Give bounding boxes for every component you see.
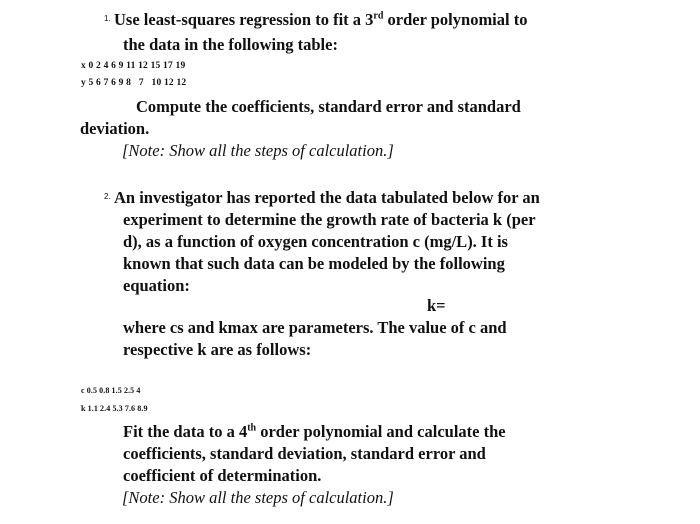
q2-line-3: known that such data can be modeled by the following <box>123 254 505 273</box>
q1-line2: the data in the following table: <box>123 35 338 54</box>
q2-table-c-row: c 0.5 0.8 1.5 2.5 4 <box>81 386 141 395</box>
q2-line-4: equation: <box>123 276 190 295</box>
q2-fit-line1-a: Fit the data to a 4 <box>123 422 248 441</box>
q2-fit-line2: coefficients, standard deviation, standard error and <box>123 444 486 463</box>
q1-table-y-row: y 5 6 7 6 9 8 7 10 12 12 <box>81 78 187 88</box>
q1-line1 <box>114 10 527 30</box>
q1-line1-sup: rd <box>373 10 384 22</box>
q1-table-x-row: x 0 2 4 6 9 11 12 15 17 19 <box>81 61 186 71</box>
q1-number: 1. <box>104 14 111 23</box>
q2-fit-line3: coefficient of determination. <box>123 466 322 485</box>
q1-compute-line2: deviation. <box>80 119 150 138</box>
q2-fit-line1 <box>123 422 506 442</box>
q1-line1-b: order polynomial to <box>383 10 528 29</box>
q2-note: [Note: Show all the steps of calculation.] <box>122 488 394 507</box>
q2-equation: k= <box>427 296 446 315</box>
q2-fit-line1-b: order polynomial and calculate the <box>256 422 506 441</box>
q2-where-line2: respective k are as follows: <box>123 340 312 359</box>
q2-table-k-row: k 1.1 2.4 5.3 7.6 8.9 <box>81 404 148 413</box>
q2-number: 2. <box>104 192 111 201</box>
q1-line1-a: Use least-squares regression to fit a 3 <box>114 10 374 29</box>
q2-fit-line1-sup: th <box>247 422 257 434</box>
q1-note: [Note: Show all the steps of calculation.] <box>122 141 394 160</box>
q2-line-2: d), as a function of oxygen concentration c (mg/L). It is <box>123 232 508 251</box>
q1-compute-line1: Compute the coefficients, standard error and standard <box>136 97 521 116</box>
q2-line-1: experiment to determine the growth rate of bacteria k (per <box>123 210 536 229</box>
q2-where-line1: where cs and kmax are parameters. The value of c and <box>123 318 507 337</box>
q2-line-0: An investigator has reported the data tabulated below for an <box>114 188 540 207</box>
